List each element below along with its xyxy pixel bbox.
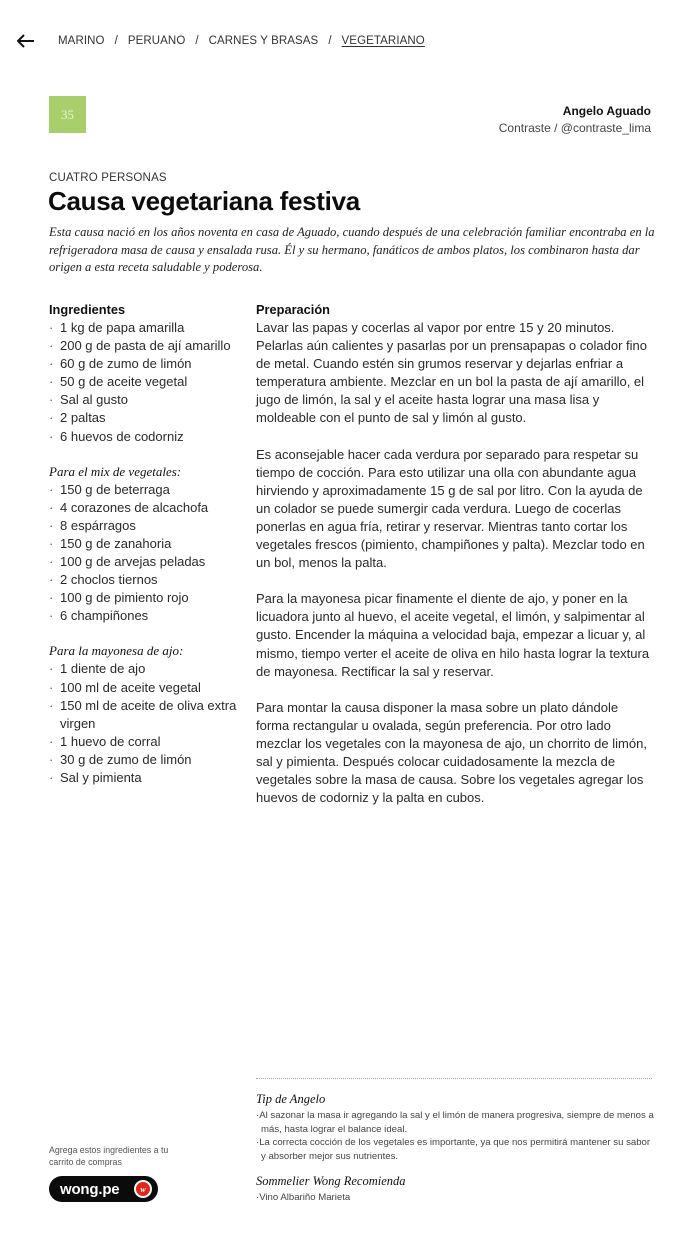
author-name: Angelo Aguado: [562, 104, 651, 118]
list-item: · 50 g de aceite vegetal: [49, 373, 239, 391]
list-item: · 1 huevo de corral: [49, 733, 239, 751]
list-item: · Sal al gusto: [49, 391, 239, 409]
tip-block: [256, 1092, 656, 1163]
page-number-badge: 35: [49, 96, 86, 133]
ingredients-mayo-list: [49, 660, 239, 787]
list-item: · 8 espárragos: [49, 517, 239, 535]
author-handle: Contraste / @contraste_lima: [498, 121, 651, 135]
list-item: · 60 g de zumo de limón: [49, 355, 239, 373]
breadcrumb-vegetariano[interactable]: VEGETARIANO: [341, 35, 425, 47]
list-item: · 2 paltas: [49, 409, 239, 427]
breadcrumb-separator: /: [195, 35, 199, 47]
breadcrumb-marino[interactable]: MARINO: [58, 35, 105, 47]
veg-mix-heading: Para el mix de vegetales:: [49, 463, 182, 479]
mayo-heading: Para la mayonesa de ajo:: [49, 643, 184, 659]
preparation-paragraph: Es aconsejable hacer cada verdura por separado para respetar su tiempo de cocción. Para esto utilizar una olla con abundante agua hirviendo y aproximadamente 15 g de sal por litro. Con la ayuda de un colador se puede sumergir cada verdura. Luego de cocerlas ponerlas en agua fría, retirar y reservar. Mientras tanto cortar los vegetales frescos (pimiento, champiñones y palta). Mezclar todo en un bol, menos la palta.: [256, 446, 645, 571]
wong-button-label: wong.pe: [60, 1180, 120, 1198]
list-item: · 6 huevos de codorniz: [49, 428, 239, 446]
list-item: · 1 diente de ajo: [49, 660, 239, 678]
cart-note: Agrega estos ingredientes a tu carrito de compras: [49, 1145, 169, 1167]
preparation-paragraph: Para montar la causa disponer la masa sobre un plato dándole forma rectangular u ovalada, según preferencia. Por otro lado mezclar los vegetales con la mayonesa de ajo, un chorrito de limón, sal y pimienta. Después colocar cuidadosamente la mezcla de vegetales sobre la masa de causa. Sobre los vegetales agregar los huevos de codorniz y la palta en cubos.: [256, 699, 647, 806]
servings-label: CUATRO PERSONAS: [49, 172, 167, 184]
list-item: · 150 ml de aceite de oliva extra virgen: [49, 697, 239, 733]
wong-logo-icon: [134, 1180, 152, 1198]
wong-cart-button[interactable]: [49, 1176, 158, 1202]
breadcrumb-bar: [14, 28, 425, 54]
tip-item: ·Al sazonar la masa ir agregando la sal y el limón de manera progresiva, siempre de menos a más, hasta lograr el balance ideal.: [256, 1110, 654, 1135]
list-item: · 2 choclos tiernos: [49, 571, 239, 589]
breadcrumb-peruano[interactable]: PERUANO: [127, 35, 186, 47]
breadcrumb-separator: /: [328, 35, 332, 47]
preparation-paragraph: Para la mayonesa picar finamente el diente de ajo, y poner en la licuadora junto al huevo, el aceite vegetal, el limón, y salpimentar al gusto. Encender la máquina a velocidad baja, empezar a licuar y, al mismo, tiempo verter el aceite de oliva en hilo hasta lograr la textura de mayonesa. Rectificar la sal y reservar.: [256, 591, 650, 679]
wong-logo-letter: w: [136, 1182, 150, 1196]
list-item: · 6 champiñones: [49, 607, 239, 625]
list-item: · 100 ml de aceite vegetal: [49, 679, 239, 697]
author-block: [499, 104, 651, 135]
list-item: · 1 kg de papa amarilla: [49, 319, 239, 337]
ingredients-column: [49, 302, 239, 787]
sommelier-block: [256, 1174, 656, 1205]
list-item: · Sal y pimienta: [49, 769, 239, 787]
preparation-paragraph: Lavar las papas y cocerlas al vapor por entre 15 y 20 minutos. Pelarlas aún calientes y pasarlas por un prensapapas o colador fino de metal. Cuando estén sin grumos reservar y dejarlas enfriar a temperatura ambiente. Mezclar en un bol la pasta de ají amarillo, el jugo de limón, la sal y el aceite hasta lograr una masa lisa y moldeable con el punto de sal y limón al gusto.: [256, 320, 647, 426]
list-item: · 100 g de arvejas peladas: [49, 553, 239, 571]
ingredients-main-list: [49, 319, 239, 446]
sommelier-heading: Sommelier Wong Recomienda: [256, 1174, 406, 1188]
list-item: · 150 g de zanahoria: [49, 535, 239, 553]
preparation-column: [256, 302, 654, 825]
tip-heading: Tip de Angelo: [256, 1092, 326, 1106]
breadcrumb-carnes-y-brasas[interactable]: CARNES Y BRASAS: [208, 35, 319, 47]
dotted-divider: [256, 1078, 652, 1079]
list-item: · 4 corazones de alcachofa: [49, 499, 239, 517]
arrow-left-icon: [17, 34, 35, 48]
list-item: · 30 g de zumo de limón: [49, 751, 239, 769]
ingredients-heading: Ingredientes: [49, 302, 126, 317]
list-item: · 200 g de pasta de ají amarillo: [49, 337, 239, 355]
list-item: · 150 g de beterraga: [49, 481, 239, 499]
ingredients-veg-list: [49, 481, 239, 626]
recipe-intro: Esta causa nació en los años noventa en casa de Aguado, cuando después de una celebración familiar encontraba en la refrigeradora masa de causa y ensalada rusa. Él y su hermano, fanáticos de ambos platos, los combinaron hasta dar origen a esta receta saludable y poderosa.: [49, 225, 655, 275]
tip-item: ·La correcta cocción de los vegetales es importante, ya que nos permitirá mantener su sabor y absorber mejor sus nutrientes.: [256, 1137, 651, 1162]
breadcrumb-separator: /: [114, 35, 118, 47]
back-button[interactable]: [14, 29, 38, 53]
sommelier-item: ·Vino Albariño Marieta: [256, 1192, 351, 1203]
list-item: · 100 g de pimiento rojo: [49, 589, 239, 607]
recipe-title: Causa vegetariana festiva: [48, 186, 360, 216]
preparation-heading: Preparación: [256, 302, 330, 317]
